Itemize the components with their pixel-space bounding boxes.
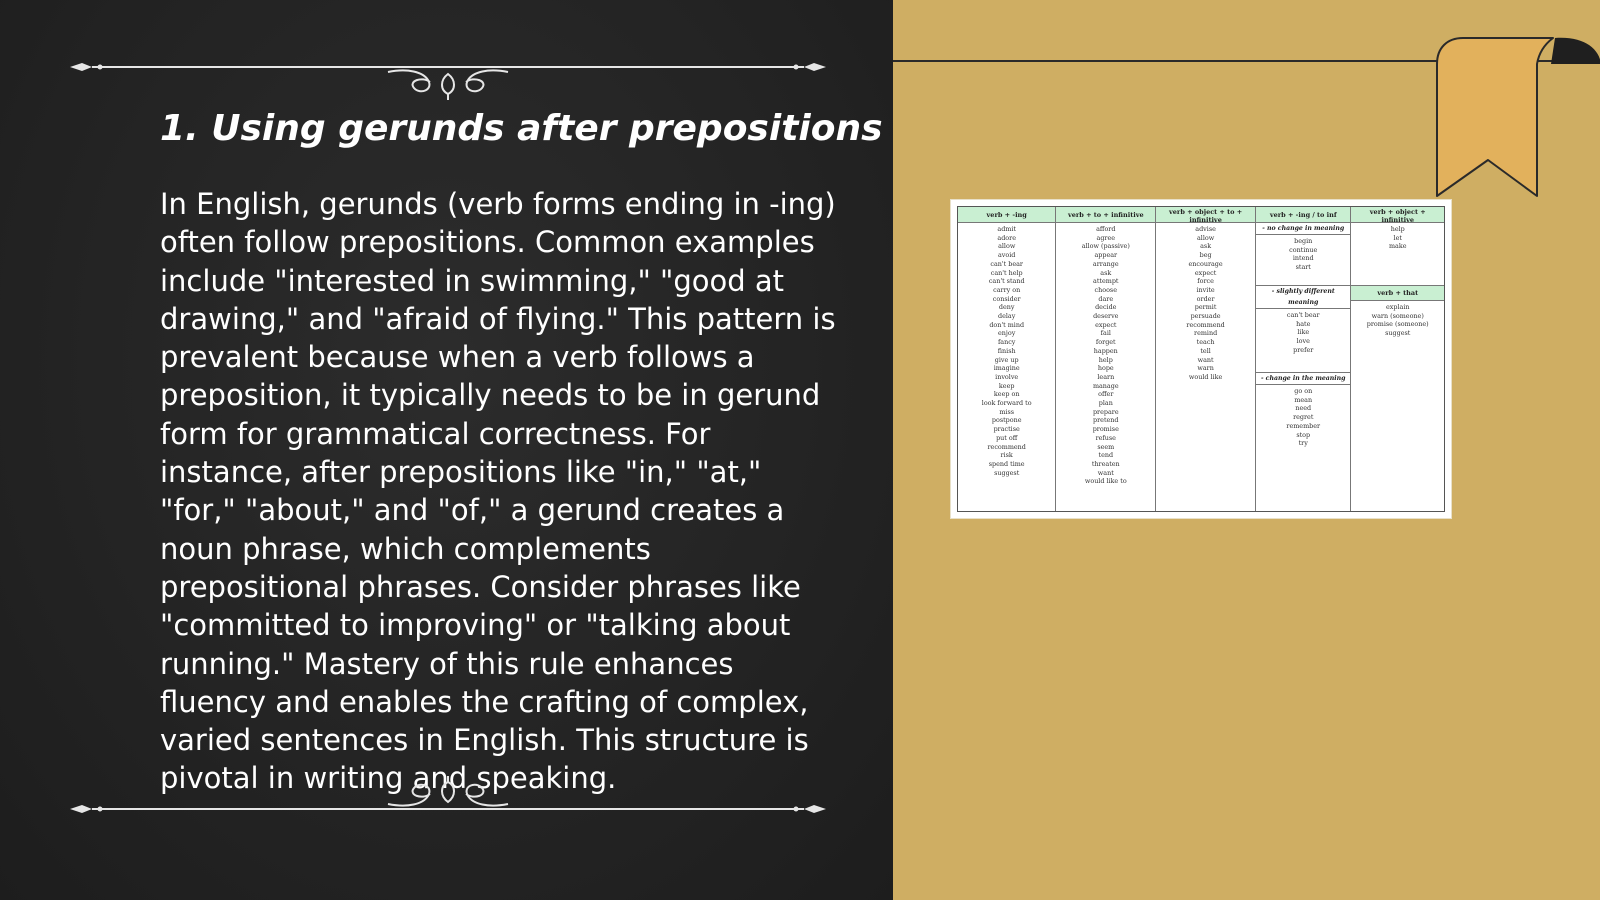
table-word-list: afford agree allow (passive) appear arrange ask attempt choose dare decide deserve expect fail forget happen help hope learn manage offer plan prepare pretend promise refuse seem tend threaten want would like to (1081, 225, 1130, 486)
table-subsection-label: - no change in meaning (1256, 223, 1350, 235)
ornament-top-divider (68, 50, 828, 100)
table-column-subheader: verb + that (1351, 285, 1444, 301)
bookmark-ribbon-icon (1433, 36, 1600, 201)
table-column-header: verb + to + infinitive (1056, 207, 1155, 223)
table-column-header: verb + object + to + infinitive (1156, 207, 1255, 223)
table-word-list: admit adore allow avoid can't bear can't help can't stand carry on consider deny delay don't mind enjoy fancy finish give up imagine involve keep keep on look forward to miss postpone practise put off recommend risk spend time suggest (981, 225, 1032, 477)
table-subsection (1256, 223, 1350, 286)
image-panel (893, 0, 1600, 900)
table-column-verb-ing (958, 207, 1056, 511)
slide-title: 1. Using gerunds after prepositions (160, 108, 883, 149)
table-word-list: help let make (1388, 225, 1407, 251)
table-word-list: explain warn (someone) promise (someone) suggest (1366, 303, 1429, 338)
slide-body-text: In English, gerunds (verb forms ending in -ing) often follow prepositions. Common examples include "interested in swimming," "good at drawing," and "afraid of flying." This pattern is prevalent because when a verb follows a preposition, it typically needs to be in gerund form for grammatical correctness. For instance, after prepositions like "in," "at," "for," "about," and "of," a gerund creates a noun phrase, which complements prepositional phrases. Consider phrases like "committed to improving" or "talking about running." Mastery of this rule enhances fluency and enables the crafting of complex, varied sentences in English. This structure is pivotal in writing and speaking. (160, 187, 836, 796)
ornament-bottom-divider (68, 776, 828, 826)
verb-patterns-table-image (951, 200, 1451, 518)
table-column-verb-object-to-infinitive (1156, 207, 1256, 511)
table-word-list: go on mean need regret remember stop try (1286, 387, 1321, 448)
table-subsection-label: - change in the meaning (1256, 373, 1350, 385)
table-column-header: verb + object + infinitive (1351, 207, 1444, 223)
table-column-verb-object-infinitive (1351, 207, 1444, 511)
table-column-verb-ing-or-to-inf (1256, 207, 1351, 511)
table-subsection (1256, 286, 1350, 373)
table-subsection (1256, 373, 1350, 511)
table-column-header: verb + -ing / to inf (1256, 207, 1350, 223)
table-column-header: verb + -ing (958, 207, 1055, 223)
table-word-list: begin continue intend start (1289, 237, 1318, 272)
table-subsection-label: - slightly different meaning (1256, 286, 1350, 309)
table-word-list: can't bear hate like love prefer (1286, 311, 1320, 354)
verb-patterns-table (957, 206, 1445, 512)
table-word-list: advise allow ask beg encourage expect force invite order permit persuade recommend remind teach tell want warn would like (1186, 225, 1225, 381)
table-column-verb-to-infinitive (1056, 207, 1156, 511)
